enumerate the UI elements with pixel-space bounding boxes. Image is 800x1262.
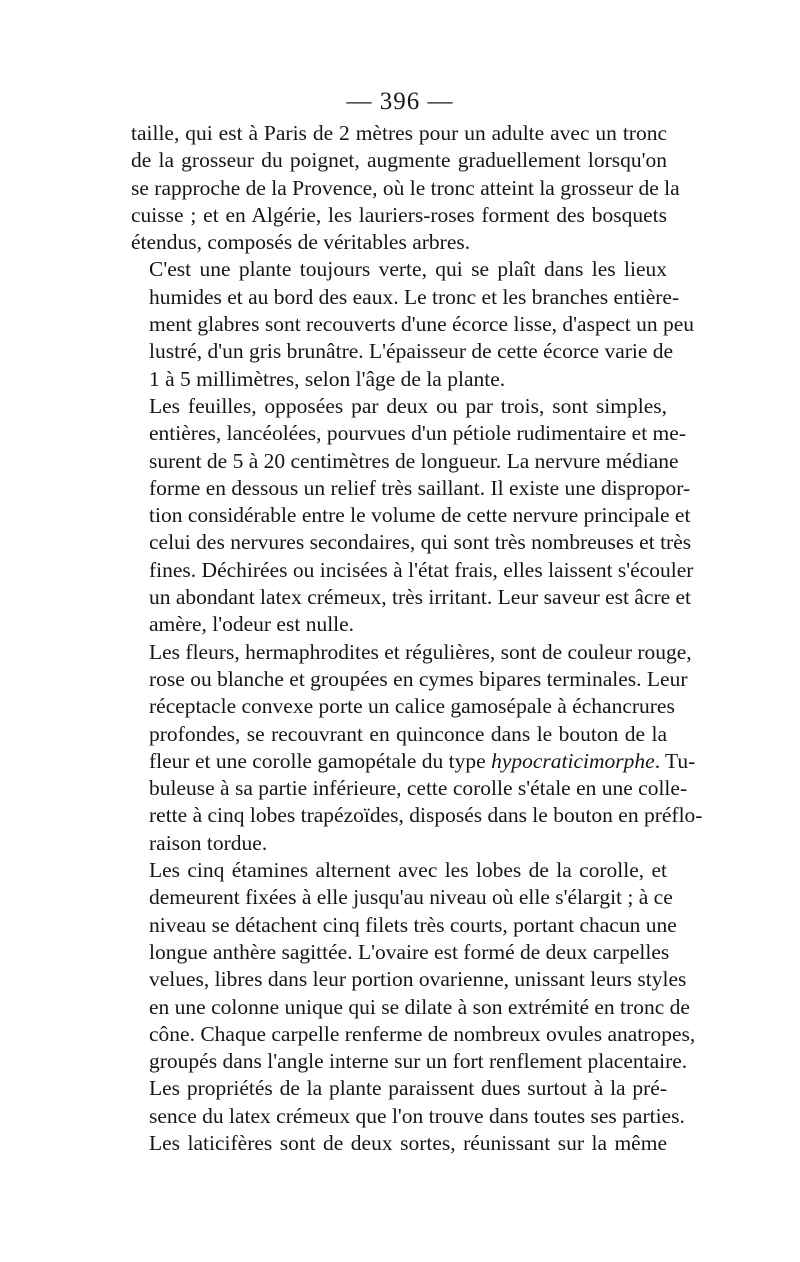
text-line: C'est une plante toujours verte, qui se plaît dans les lieux — [149, 257, 667, 282]
text-line: un abondant latex crémeux, très irritant. Leur saveur est âcre et — [149, 585, 692, 610]
text-line: étendus, composés de véritables arbres. — [131, 230, 471, 255]
text-line: Les propriétés de la plante paraissent dues surtout à la pré- — [149, 1076, 667, 1101]
text-line: fines. Déchirées ou incisées à l'état frais, elles laissent s'écouler — [149, 557, 694, 582]
text-line: de la grosseur du poignet, augmente graduellement lorsqu'on — [131, 148, 667, 173]
paragraph — [131, 1075, 685, 1157]
text-line: velues, libres dans leur portion ovarienne, unissant leurs styles — [149, 967, 687, 992]
text-line: en une colonne unique qui se dilate à son extrémité en tronc de — [149, 994, 690, 1019]
text-line: lustré, d'un gris brunâtre. L'épaisseur de cette écorce varie de — [149, 339, 674, 364]
text-line: fleur et une corolle gamopétale du type hypocraticimorphe. Tu- — [149, 748, 696, 773]
text-line: longue anthère sagittée. L'ovaire est formé de deux carpelles — [149, 939, 670, 964]
text-line: amère, l'odeur est nulle. — [149, 612, 355, 637]
text-line: forme en dessous un relief très saillant. Il existe une dispropor- — [149, 475, 691, 500]
paragraph — [131, 639, 703, 857]
text-line: réceptacle convexe porte un calice gamosépale à échancrures — [149, 694, 675, 719]
text-line: surent de 5 à 20 centimètres de longueur. La nervure médiane — [149, 448, 679, 473]
text-line: cône. Chaque carpelle renferme de nombreux ovules anatropes, — [149, 1021, 696, 1046]
text-line: groupés dans l'angle interne sur un fort renflement placentaire. — [149, 1049, 688, 1074]
text-line: 1 à 5 millimètres, selon l'âge de la plante. — [149, 366, 506, 391]
text-line: demeurent fixées à elle jusqu'au niveau où elle s'élargit ; à ce — [149, 885, 673, 910]
text-line: rose ou blanche et groupées en cymes bipares terminales. Leur — [149, 666, 688, 691]
body-text — [131, 120, 703, 1157]
text-line: niveau se détachent cinq filets très courts, portant chacun une — [149, 912, 677, 937]
text-line: humides et au bord des eaux. Le tronc et les branches entière- — [149, 284, 680, 309]
page-number: — 396 — — [346, 88, 454, 115]
text-line: ment glabres sont recouverts d'une écorce lisse, d'aspect un peu — [149, 312, 695, 337]
text-line: taille, qui est à Paris de 2 mètres pour un adulte avec un tronc — [131, 121, 667, 145]
paragraph — [131, 256, 695, 392]
text-line: celui des nervures secondaires, qui sont très nombreuses et très — [149, 530, 692, 555]
paragraph — [131, 393, 694, 639]
text-line: Les fleurs, hermaphrodites et régulières, sont de couleur rouge, — [149, 639, 692, 664]
text-line: sence du latex crémeux que l'on trouve dans toutes ses parties. — [149, 1103, 685, 1128]
text-line: Les cinq étamines alternent avec les lobes de la corolle, et — [149, 858, 667, 883]
text-line: Les feuilles, opposées par deux ou par trois, sont simples, — [149, 393, 667, 418]
text-line: rette à cinq lobes trapézoïdes, disposés dans le bouton en préflo- — [149, 803, 703, 828]
text-line: se rapproche de la Provence, où le tronc atteint la grosseur de la — [131, 175, 680, 200]
text-line: profondes, se recouvrant en quinconce dans le bouton de la — [149, 721, 667, 746]
text-line: buleuse à sa partie inférieure, cette corolle s'étale en une colle- — [149, 776, 688, 801]
text-line: entières, lancéolées, pourvues d'un pétiole rudimentaire et me- — [149, 421, 686, 446]
paragraph — [131, 857, 696, 1075]
text-line: cuisse ; et en Algérie, les lauriers-roses forment des bosquets — [131, 202, 667, 227]
text-line: tion considérable entre le volume de cette nervure principale et — [149, 503, 691, 528]
text-line: Les laticifères sont de deux sortes, réunissant sur la même — [149, 1130, 667, 1155]
paragraph — [131, 120, 680, 256]
text-line: raison tordue. — [149, 830, 268, 855]
